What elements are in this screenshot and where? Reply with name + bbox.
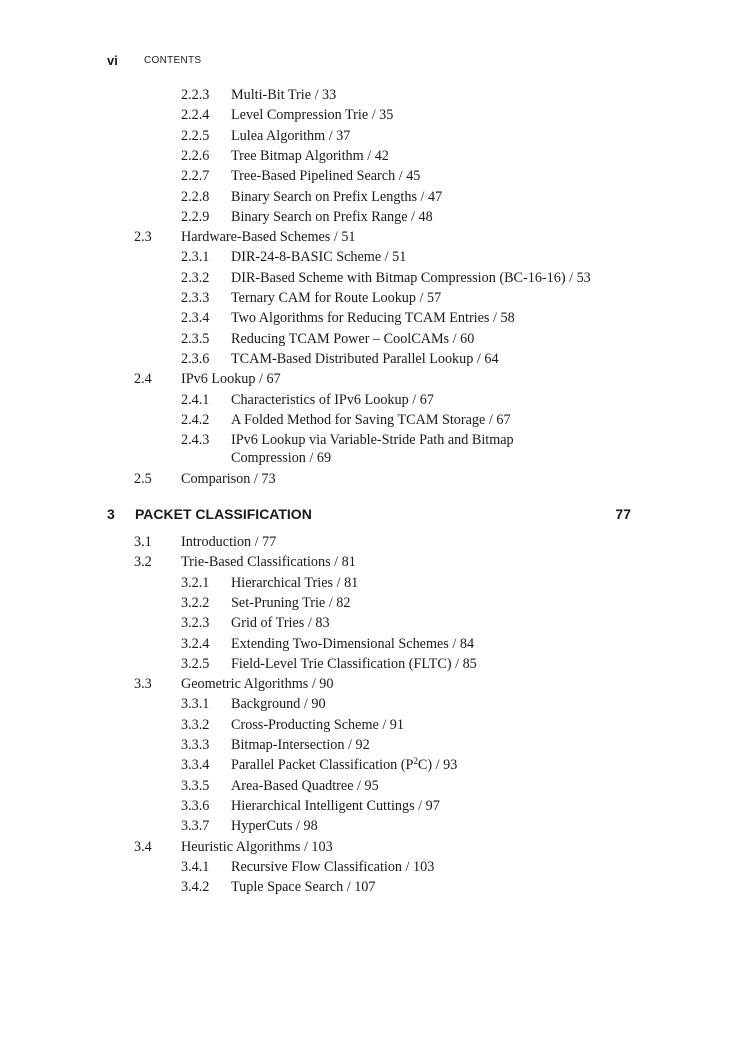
toc-entry-number: 2.2.3 bbox=[181, 87, 210, 103]
toc-entry-title: Recursive Flow Classification / 103 bbox=[231, 858, 435, 875]
toc-entry-number: 2.3 bbox=[134, 229, 152, 246]
toc-entry-title: Heuristic Algorithms / 103 bbox=[181, 838, 333, 855]
toc-entry-title: Hierarchical Tries / 81 bbox=[231, 574, 359, 591]
toc-entry-title: Field-Level Trie Classification (FLTC) / 85 bbox=[231, 655, 477, 672]
toc-entry-title: Level Compression Trie / 35 bbox=[231, 107, 394, 124]
toc-entry-number: 3.3.3 bbox=[181, 737, 210, 753]
toc-entry-number: 3.4.1 bbox=[181, 858, 210, 875]
toc-entry-number: 3.3.6 bbox=[181, 797, 210, 814]
chapter-heading bbox=[107, 506, 631, 526]
toc-entry-number: 3.2 bbox=[134, 554, 152, 571]
toc-entry-title: Binary Search on Prefix Lengths / 47 bbox=[231, 188, 443, 205]
toc-entry-number: 2.4 bbox=[134, 371, 152, 388]
toc-entry-title: IPv6 Lookup via Variable-Stride Path and Bitmap bbox=[231, 432, 514, 449]
toc-entry-number: 3.4.2 bbox=[181, 879, 210, 896]
toc-entry-number: 3.3.4 bbox=[181, 757, 210, 774]
toc-entry-number: 2.3.5 bbox=[181, 330, 210, 347]
toc-entry-number: 2.3.6 bbox=[181, 350, 210, 367]
toc-entry-title: TCAM-Based Distributed Parallel Lookup / 64 bbox=[231, 350, 499, 367]
toc-entry-title: Hierarchical Intelligent Cuttings / 97 bbox=[231, 797, 440, 814]
toc-entry-number: 3.3.5 bbox=[181, 777, 210, 794]
chapter-title: PACKET CLASSIFICATION bbox=[135, 506, 312, 522]
chapter-page: 77 bbox=[615, 506, 631, 522]
toc-entry-number: 2.4.1 bbox=[181, 391, 210, 408]
toc-entry-number: 3.3 bbox=[134, 676, 152, 693]
toc-entry-number: 2.2.9 bbox=[181, 208, 210, 225]
toc-entry-title bbox=[231, 756, 457, 774]
toc-entry-number: 2.3.1 bbox=[181, 249, 210, 266]
toc-entry-title-continued: Compression / 69 bbox=[231, 450, 332, 467]
toc-entry-title: Tuple Space Search / 107 bbox=[231, 879, 376, 896]
toc-entry-number: 2.4.2 bbox=[181, 411, 210, 428]
toc-entry-title: Cross-Producting Scheme / 91 bbox=[231, 716, 404, 733]
toc-entry-title: Binary Search on Prefix Range / 48 bbox=[231, 208, 433, 225]
toc-entry-number: 2.3.4 bbox=[181, 310, 210, 327]
toc-entry-title: Ternary CAM for Route Lookup / 57 bbox=[231, 290, 442, 306]
superscript: 2 bbox=[413, 756, 418, 767]
toc-entry-title: DIR-24-8-BASIC Scheme / 51 bbox=[231, 249, 407, 266]
toc-entry-title: Geometric Algorithms / 90 bbox=[181, 676, 334, 693]
toc-entry-number: 3.3.7 bbox=[181, 818, 210, 835]
toc-entry-title: A Folded Method for Saving TCAM Storage / 67 bbox=[231, 411, 511, 428]
toc-entry-number: 3.2.4 bbox=[181, 635, 210, 652]
toc-entry-title: Characteristics of IPv6 Lookup / 67 bbox=[231, 391, 434, 408]
toc-entry-number: 3.1 bbox=[134, 534, 152, 550]
toc-entry-number: 2.2.4 bbox=[181, 107, 210, 124]
toc-entry-title: Lulea Algorithm / 37 bbox=[231, 127, 351, 144]
chapter-number: 3 bbox=[107, 506, 115, 522]
toc-entry-number: 2.2.7 bbox=[181, 168, 210, 185]
toc-entry-number: 3.2.5 bbox=[181, 655, 210, 672]
toc-entry-number: 2.2.6 bbox=[181, 147, 210, 164]
toc-entry-number: 3.2.1 bbox=[181, 574, 210, 591]
toc-entry-title: Multi-Bit Trie / 33 bbox=[231, 87, 337, 103]
toc-entry-title: Two Algorithms for Reducing TCAM Entries / 58 bbox=[231, 310, 515, 327]
toc-entry-title: Area-Based Quadtree / 95 bbox=[231, 777, 379, 794]
toc-entry-title: IPv6 Lookup / 67 bbox=[181, 371, 281, 388]
toc-entry-number: 2.5 bbox=[134, 470, 152, 487]
toc-entry-title: Grid of Tries / 83 bbox=[231, 615, 330, 632]
page-number: vi bbox=[107, 53, 118, 68]
toc-entry-number: 2.4.3 bbox=[181, 432, 210, 449]
toc-entry-title: HyperCuts / 98 bbox=[231, 818, 318, 835]
toc-entry-title: Hardware-Based Schemes / 51 bbox=[181, 229, 356, 246]
toc-entry-title: Trie-Based Classifications / 81 bbox=[181, 554, 356, 571]
running-title: CONTENTS bbox=[144, 55, 202, 66]
toc-entry-title: Bitmap-Intersection / 92 bbox=[231, 737, 370, 753]
toc-entry-title: Set-Pruning Trie / 82 bbox=[231, 594, 351, 611]
toc-entry-number: 2.3.2 bbox=[181, 269, 210, 286]
toc-entry-title: Comparison / 73 bbox=[181, 470, 276, 487]
toc-entry-number: 2.2.5 bbox=[181, 127, 210, 144]
toc-entry-number: 3.4 bbox=[134, 838, 152, 855]
toc-entry-number: 3.3.2 bbox=[181, 716, 210, 733]
toc-entry-title: Tree Bitmap Algorithm / 42 bbox=[231, 147, 389, 164]
toc-entry-number: 3.2.3 bbox=[181, 615, 210, 632]
toc-entry-number: 2.3.3 bbox=[181, 290, 210, 306]
toc-entry-title: Extending Two-Dimensional Schemes / 84 bbox=[231, 635, 475, 652]
toc-entry-title: DIR-Based Scheme with Bitmap Compression (BC-16-16) / 53 bbox=[231, 269, 591, 286]
toc-entry-title-part: C) / 93 bbox=[417, 757, 458, 774]
toc-entry-title: Introduction / 77 bbox=[181, 534, 277, 550]
toc-entry-title: Tree-Based Pipelined Search / 45 bbox=[231, 168, 421, 185]
toc-entry-title-part: Parallel Packet Classification (P bbox=[231, 757, 414, 774]
toc-entry-title: Background / 90 bbox=[231, 696, 326, 713]
toc-entry-number: 2.2.8 bbox=[181, 188, 210, 205]
toc-entry-title: Reducing TCAM Power – CoolCAMs / 60 bbox=[231, 330, 475, 347]
toc-entry-number: 3.2.2 bbox=[181, 594, 210, 611]
toc-entry-number: 3.3.1 bbox=[181, 696, 210, 713]
